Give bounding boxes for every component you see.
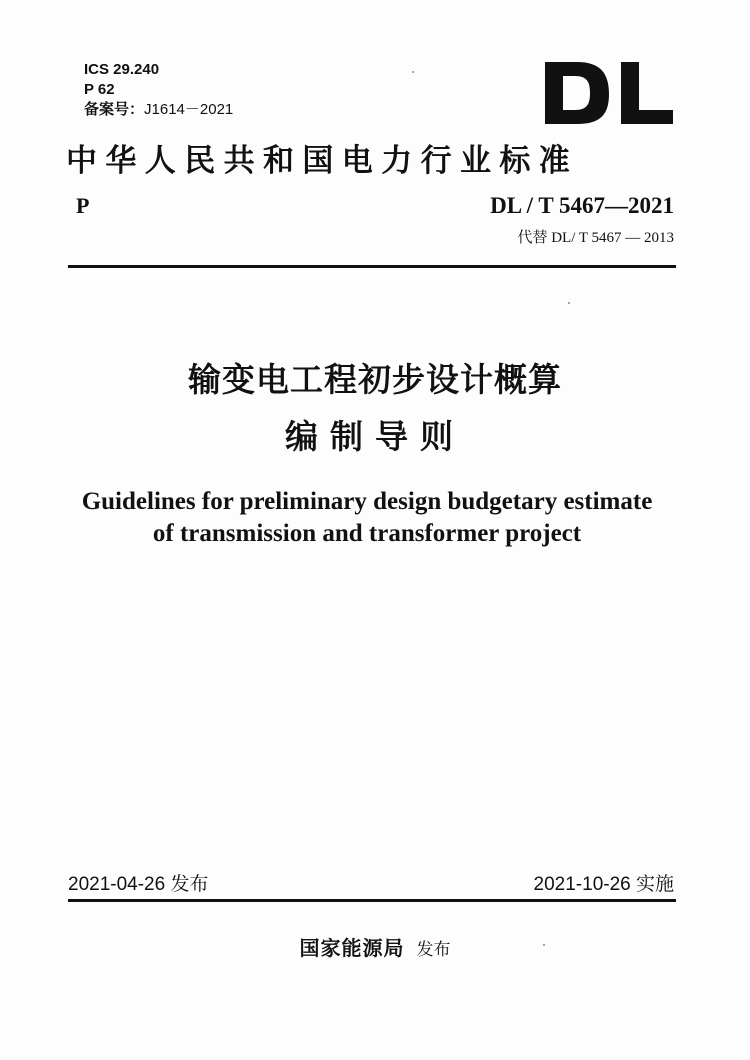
classification-block — [84, 60, 233, 120]
standard-type-heading: 中华人民共和国电力行业标准 — [66, 143, 579, 179]
title-english-line-2: of transmission and transformer project — [152, 520, 582, 547]
record-number: J1614－2021 — [144, 101, 234, 118]
replaces-standard: 代替 DL/ T 5467 — 2013 — [517, 230, 674, 246]
ccs-code: P 62 — [84, 81, 115, 98]
effective-date: 2021-10-26 实施 — [533, 874, 674, 895]
scan-speck — [568, 302, 570, 304]
top-divider — [68, 265, 676, 268]
standard-number: DL / T 5467—2021 — [490, 193, 674, 218]
bottom-divider — [68, 899, 676, 902]
record-label: 备案号： — [84, 101, 145, 118]
scan-speck — [543, 944, 545, 946]
title-chinese-line-2: 编制导则 — [285, 417, 465, 456]
dl-logo-letter-l — [621, 62, 673, 124]
ics-code: ICS 29.240 — [84, 61, 160, 78]
title-english-line-1: Guidelines for preliminary design budgetary estimate — [81, 488, 653, 515]
record-number-line — [84, 100, 233, 120]
category-letter: P — [76, 193, 90, 218]
publisher-action: 发布 — [416, 940, 451, 960]
dl-logo-letter-d — [545, 62, 609, 124]
dl-logo — [545, 60, 675, 126]
issue-date: 2021-04-26 发布 — [68, 874, 209, 895]
scan-speck — [412, 71, 414, 73]
publisher-name: 国家能源局 — [299, 936, 405, 960]
title-chinese-line-1: 输变电工程初步设计概算 — [188, 360, 562, 399]
publisher-line — [0, 932, 750, 961]
